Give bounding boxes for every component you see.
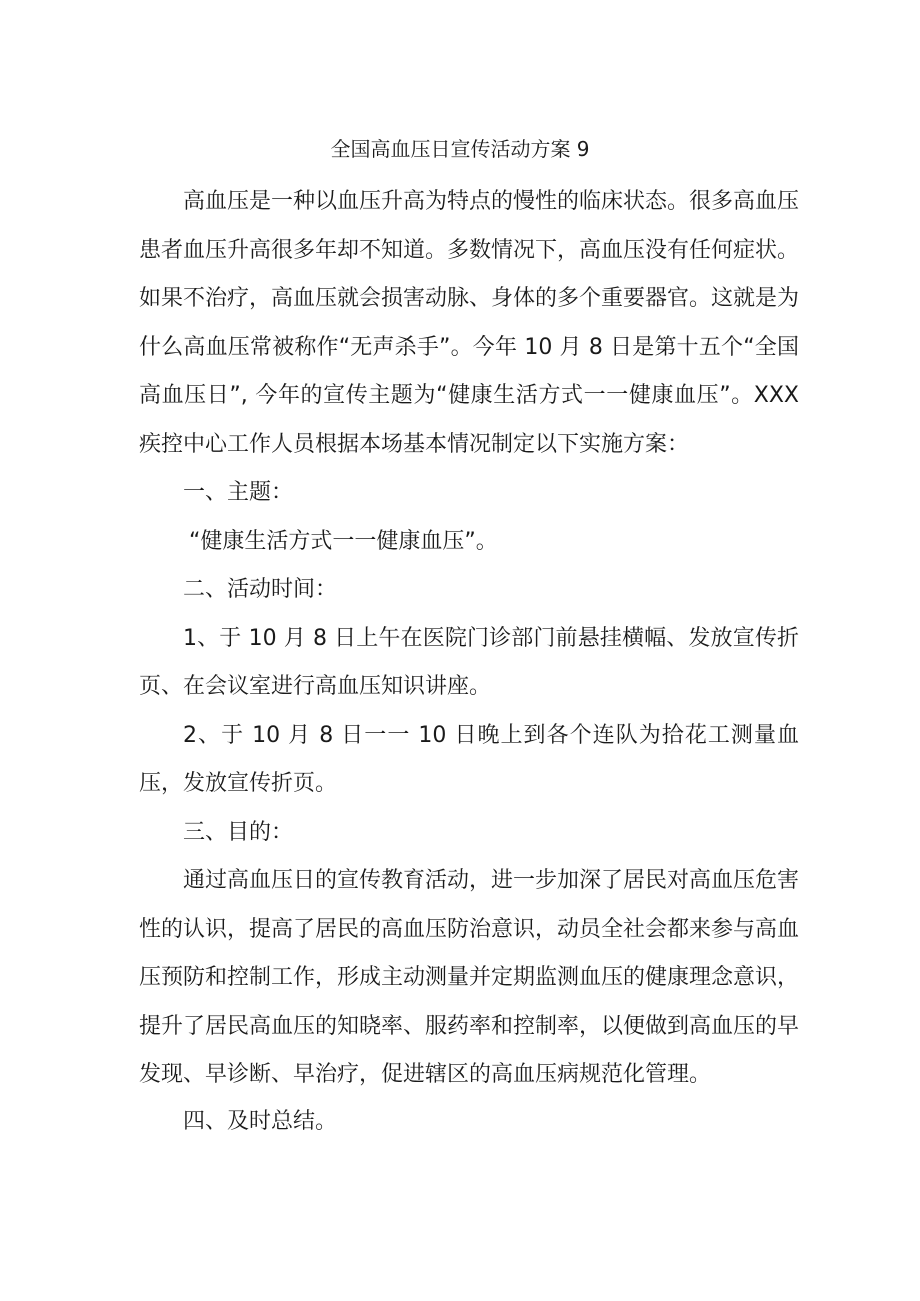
section2-heading: 二、活动时间： (183, 577, 338, 602)
document-title: 全国高血压日宣传活动方案 9 (330, 137, 590, 161)
section2-item1: 1、于 10 月 8 日上午在医院门诊部门前悬挂横幅、发放宣传折页、在会议室进行高血压知识讲座。 (139, 625, 799, 699)
section3-heading: 三、目的： (183, 819, 294, 845)
section4-heading: 四、及时总结。 (183, 1108, 338, 1134)
document-body (139, 178, 799, 1143)
section1-content: “健康生活方式一一健康血压”。 (189, 528, 498, 554)
section2-item2: 2、于 10 月 8 日一一 10 日晚上到各个连队为拾花工测量血压，发放宣传折页。 (139, 722, 799, 796)
section1-heading: 一、主题： (183, 480, 294, 505)
intro-paragraph: 高血压是一种以血压升高为特点的慢性的临床状态。很多高血压患者血压升高很多年却不知道。多数情况下，高血压没有任何症状。如果不治疗，高血压就会损害动脉、身体的多个重要器官。这就是为什么高血压常被称作“无声杀手”。今年 10 月 8 日是第十五个“全国高血压日”, 今年的宣传主题为“健康生活方式一一健康血压”。XXX 疾控中心工作人员根据本场基本情况制定以下实施方案： (139, 189, 800, 457)
section3-content: 通过高血压日的宣传教育活动，进一步加深了居民对高血压危害性的认识，提高了居民的高血压防治意识，动员全社会都来参与高血压预防和控制工作，形成主动测量并定期监测血压的健康理念意识，提升了居民高血压的知晓率、服药率和控制率，以便做到高血压的早发现、早诊断、早治疗，促进辖区的高血压病规范化管理。 (139, 868, 800, 1087)
